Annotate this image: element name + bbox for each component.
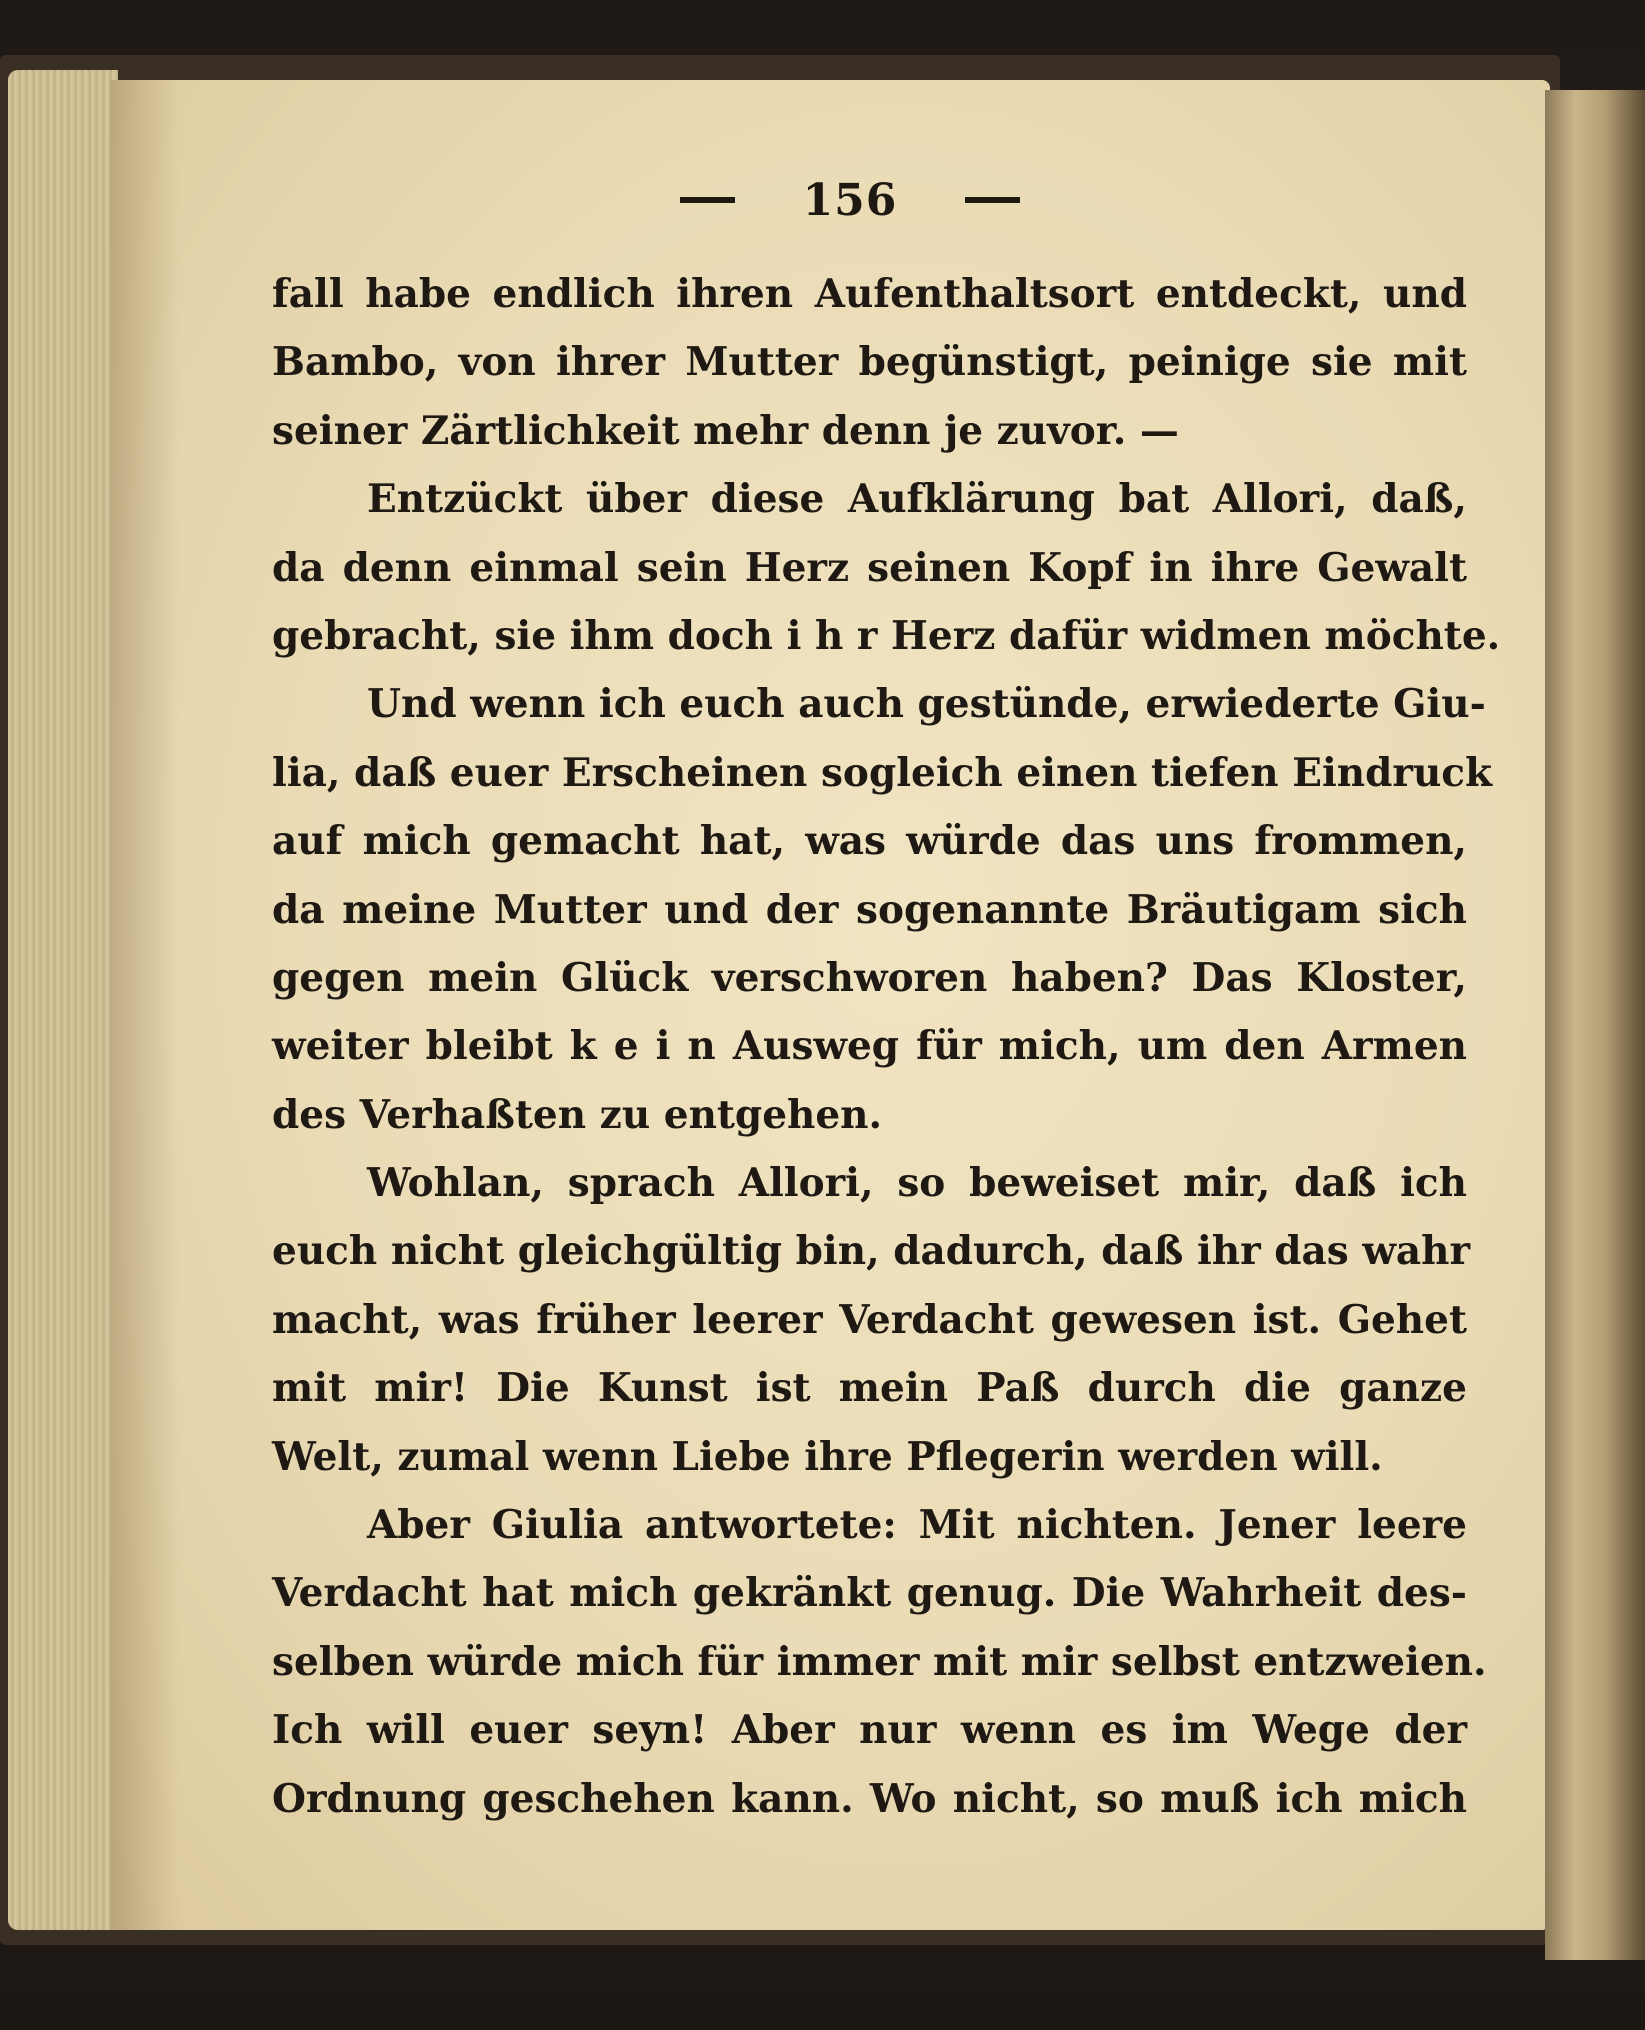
text-line: mit mir! Die Kunst ist mein Paß durch die ganze	[272, 1365, 1467, 1412]
page-edges	[8, 70, 118, 1930]
text-line: Ich will euer seyn! Aber nur wenn es im Wege der	[272, 1707, 1467, 1754]
text-line: euch nicht gleichgültig bin, dadurch, daß ihr das wahr	[272, 1228, 1471, 1275]
header-dash-right	[965, 197, 1020, 203]
text-line: des Verhaßten zu entgehen.	[272, 1091, 883, 1138]
text-line: auf mich gemacht hat, was würde das uns frommen,	[272, 818, 1467, 865]
text-line: da meine Mutter und der sogenannte Bräutigam sich	[272, 886, 1467, 933]
text-line: da denn einmal sein Herz seinen Kopf in ihre Gewalt	[272, 544, 1467, 591]
right-page-edge	[1545, 90, 1645, 1960]
text-line: gebracht, sie ihm doch i h r Herz dafür widmen möchte.	[272, 612, 1501, 659]
text-line: Und wenn ich euch auch gestünde, erwiederte Giu-	[367, 681, 1486, 728]
text-line: selben würde mich für immer mit mir selbst entzweien.	[272, 1638, 1487, 1685]
text-line: Verdacht hat mich gekränkt genug. Die Wahrheit des-	[272, 1570, 1467, 1617]
text-line: fall habe endlich ihren Aufenthaltsort entdeckt, und	[272, 271, 1467, 317]
page-gutter-shadow	[110, 80, 180, 1930]
text-line: weiter bleibt k e i n Ausweg für mich, um den Armen	[272, 1023, 1467, 1070]
text-line: Bambo, von ihrer Mutter begünstigt, peinige sie mit	[272, 339, 1467, 386]
page-header	[680, 165, 1020, 235]
text-line: Aber Giulia antwortete: Mit nichten. Jener leere	[367, 1502, 1467, 1549]
text-line: seiner Zärtlichkeit mehr denn je zuvor. —	[272, 407, 1179, 454]
page-number: 156	[802, 174, 898, 226]
text-line: Wohlan, sprach Allori, so beweiset mir, daß ich	[367, 1160, 1467, 1207]
text-line: Ordnung geschehen kann. Wo nicht, so muß ich mich	[272, 1775, 1467, 1822]
text-line: lia, daß euer Erscheinen sogleich einen tiefen Eindruck	[272, 749, 1493, 796]
text-line: Entzückt über diese Aufklärung bat Allori, daß,	[367, 476, 1467, 523]
text-line: macht, was früher leerer Verdacht gewesen ist. Gehet	[272, 1296, 1467, 1343]
header-dash-left	[680, 197, 735, 203]
text-line: gegen mein Glück verschworen haben? Das Kloster,	[272, 954, 1467, 1001]
text-line: Welt, zumal wenn Liebe ihre Pflegerin werden will.	[272, 1433, 1383, 1480]
body-text	[272, 260, 1501, 1833]
